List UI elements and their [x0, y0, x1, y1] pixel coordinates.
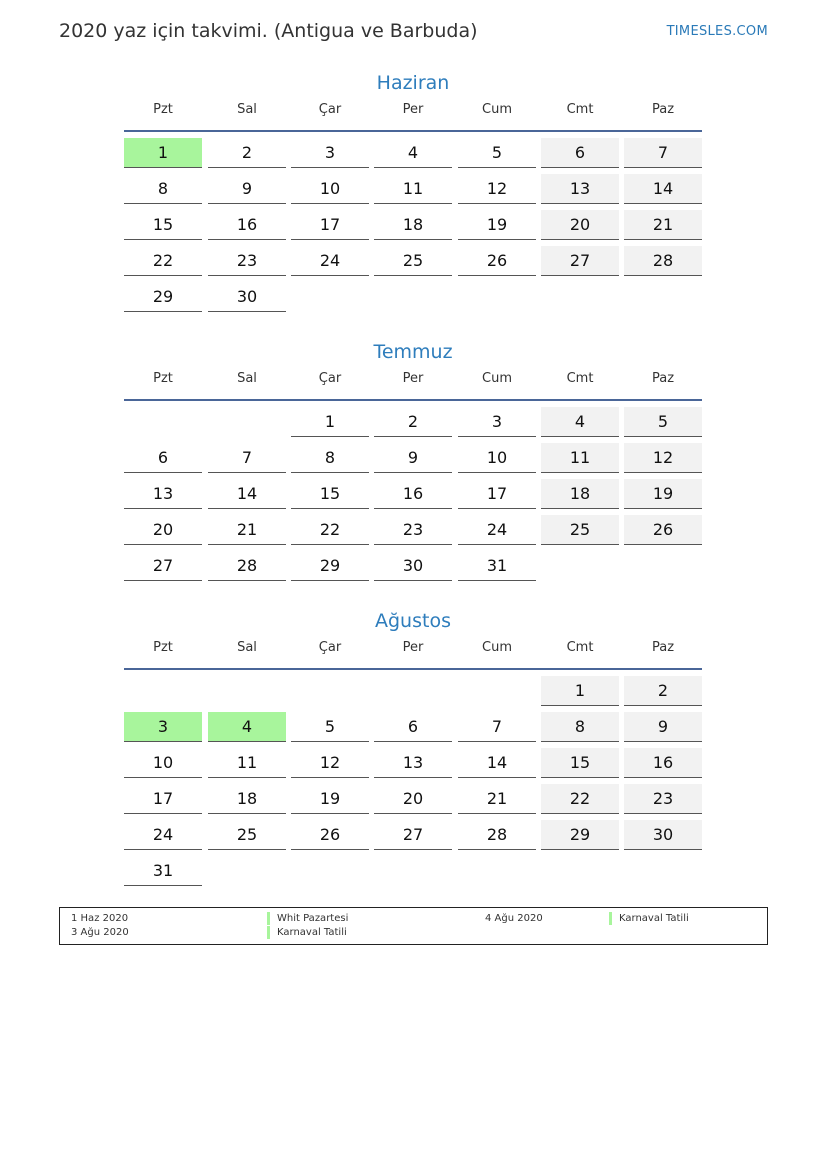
weekday-label: Cum — [482, 640, 512, 655]
day-cell: 11 — [208, 748, 286, 778]
day-cell: 11 — [374, 174, 452, 204]
day-cell: 22 — [124, 246, 202, 276]
day-cell: 8 — [124, 174, 202, 204]
weekday-header — [124, 636, 702, 670]
day-cell: 10 — [124, 748, 202, 778]
day-cell: 3 — [458, 407, 536, 437]
weekday-label: Per — [402, 102, 424, 117]
weekday-label: Sal — [237, 102, 257, 117]
day-cell: 16 — [624, 748, 702, 778]
day-cell: 6 — [541, 138, 619, 168]
weekday-header — [124, 367, 702, 401]
day-cell: 22 — [291, 515, 369, 545]
day-cell: 23 — [624, 784, 702, 814]
weekday-label: Cmt — [566, 371, 594, 386]
day-cell: 29 — [541, 820, 619, 850]
day-cell: 30 — [374, 551, 452, 581]
weekday-label: Çar — [318, 371, 342, 386]
day-cell: 23 — [208, 246, 286, 276]
day-cell: 4 — [541, 407, 619, 437]
day-cell: 21 — [208, 515, 286, 545]
day-cell: 2 — [208, 138, 286, 168]
header-rule — [124, 668, 702, 670]
day-cell: 27 — [541, 246, 619, 276]
day-cell: 5 — [624, 407, 702, 437]
day-cell: 1 — [541, 676, 619, 706]
day-cell: 5 — [458, 138, 536, 168]
day-cell: 8 — [541, 712, 619, 742]
day-cell: 26 — [291, 820, 369, 850]
day-cell: 13 — [124, 479, 202, 509]
weekday-header — [124, 98, 702, 132]
weekday-label: Paz — [651, 640, 675, 655]
header-rule — [124, 130, 702, 132]
day-cell: 28 — [624, 246, 702, 276]
day-cell: 15 — [124, 210, 202, 240]
day-cell: 17 — [291, 210, 369, 240]
day-cell: 15 — [541, 748, 619, 778]
page-title: 2020 yaz için takvimi. (Antigua ve Barbuda) — [59, 20, 478, 42]
day-cell: 16 — [208, 210, 286, 240]
weekday-label: Per — [402, 640, 424, 655]
page-header — [59, 18, 768, 48]
day-cell: 24 — [458, 515, 536, 545]
weekday-label: Pzt — [153, 371, 173, 386]
legend-date: 3 Ağu 2020 — [71, 927, 129, 938]
day-cell: 14 — [458, 748, 536, 778]
day-cell: 12 — [291, 748, 369, 778]
day-cell: 10 — [291, 174, 369, 204]
day-cell: 2 — [374, 407, 452, 437]
weekday-label: Cum — [482, 371, 512, 386]
day-cell: 24 — [124, 820, 202, 850]
day-cell: 19 — [624, 479, 702, 509]
day-cell: 19 — [291, 784, 369, 814]
day-cell: 15 — [291, 479, 369, 509]
day-cell: 7 — [208, 443, 286, 473]
day-cell: 18 — [374, 210, 452, 240]
day-cell: 9 — [208, 174, 286, 204]
day-cell: 31 — [124, 856, 202, 886]
day-cell: 7 — [458, 712, 536, 742]
day-cell: 16 — [374, 479, 452, 509]
day-cell: 13 — [374, 748, 452, 778]
day-cell: 21 — [458, 784, 536, 814]
day-cell: 20 — [374, 784, 452, 814]
day-cell: 2 — [624, 676, 702, 706]
day-cell: 17 — [458, 479, 536, 509]
day-cell: 1 — [291, 407, 369, 437]
holiday-day-cell: 3 — [124, 712, 202, 742]
legend-holiday-name: Karnaval Tatili — [267, 926, 347, 939]
day-cell: 6 — [374, 712, 452, 742]
month-title: Haziran — [376, 72, 450, 94]
day-cell: 18 — [208, 784, 286, 814]
day-cell: 7 — [624, 138, 702, 168]
brand-logo-text[interactable]: TIMESLES.COM — [666, 24, 768, 39]
day-cell: 26 — [624, 515, 702, 545]
month-title: Temmuz — [373, 341, 453, 363]
header-rule — [124, 399, 702, 401]
weekday-label: Pzt — [153, 102, 173, 117]
day-cell: 5 — [291, 712, 369, 742]
weekday-label: Çar — [318, 102, 342, 117]
day-cell: 30 — [208, 282, 286, 312]
holiday-day-cell: 1 — [124, 138, 202, 168]
day-cell: 22 — [541, 784, 619, 814]
day-cell: 25 — [208, 820, 286, 850]
day-cell: 3 — [291, 138, 369, 168]
weekday-label: Cmt — [566, 102, 594, 117]
weekday-label: Cum — [482, 102, 512, 117]
day-cell: 19 — [458, 210, 536, 240]
day-cell: 12 — [624, 443, 702, 473]
day-cell: 29 — [291, 551, 369, 581]
weekday-label: Çar — [318, 640, 342, 655]
day-cell: 23 — [374, 515, 452, 545]
day-cell: 27 — [124, 551, 202, 581]
day-cell: 20 — [541, 210, 619, 240]
day-cell: 11 — [541, 443, 619, 473]
legend-holiday-name: Karnaval Tatili — [609, 912, 689, 925]
day-cell: 26 — [458, 246, 536, 276]
day-cell: 9 — [374, 443, 452, 473]
day-cell: 31 — [458, 551, 536, 581]
weekday-label: Pzt — [153, 640, 173, 655]
weekday-label: Paz — [651, 102, 675, 117]
weekday-label: Sal — [237, 371, 257, 386]
holiday-day-cell: 4 — [208, 712, 286, 742]
day-cell: 14 — [208, 479, 286, 509]
day-cell: 29 — [124, 282, 202, 312]
day-cell: 17 — [124, 784, 202, 814]
day-cell: 27 — [374, 820, 452, 850]
day-cell: 9 — [624, 712, 702, 742]
month-title: Ağustos — [375, 610, 451, 632]
month-block — [124, 606, 702, 880]
legend-holiday-name: Whit Pazartesi — [267, 912, 348, 925]
weekday-label: Per — [402, 371, 424, 386]
day-cell: 6 — [124, 443, 202, 473]
day-cell: 8 — [291, 443, 369, 473]
holiday-legend — [59, 907, 768, 945]
day-cell: 18 — [541, 479, 619, 509]
day-cell: 24 — [291, 246, 369, 276]
weekday-label: Paz — [651, 371, 675, 386]
day-cell: 30 — [624, 820, 702, 850]
weekday-label: Sal — [237, 640, 257, 655]
legend-date: 1 Haz 2020 — [71, 913, 129, 924]
month-block — [124, 337, 702, 575]
day-cell: 25 — [541, 515, 619, 545]
weekday-label: Cmt — [566, 640, 594, 655]
day-cell: 20 — [124, 515, 202, 545]
day-cell: 25 — [374, 246, 452, 276]
day-cell: 14 — [624, 174, 702, 204]
day-cell: 4 — [374, 138, 452, 168]
day-cell: 28 — [458, 820, 536, 850]
day-cell: 12 — [458, 174, 536, 204]
month-block — [124, 68, 702, 306]
legend-date: 4 Ağu 2020 — [485, 913, 543, 924]
day-cell: 28 — [208, 551, 286, 581]
day-cell: 10 — [458, 443, 536, 473]
day-cell: 21 — [624, 210, 702, 240]
day-cell: 13 — [541, 174, 619, 204]
